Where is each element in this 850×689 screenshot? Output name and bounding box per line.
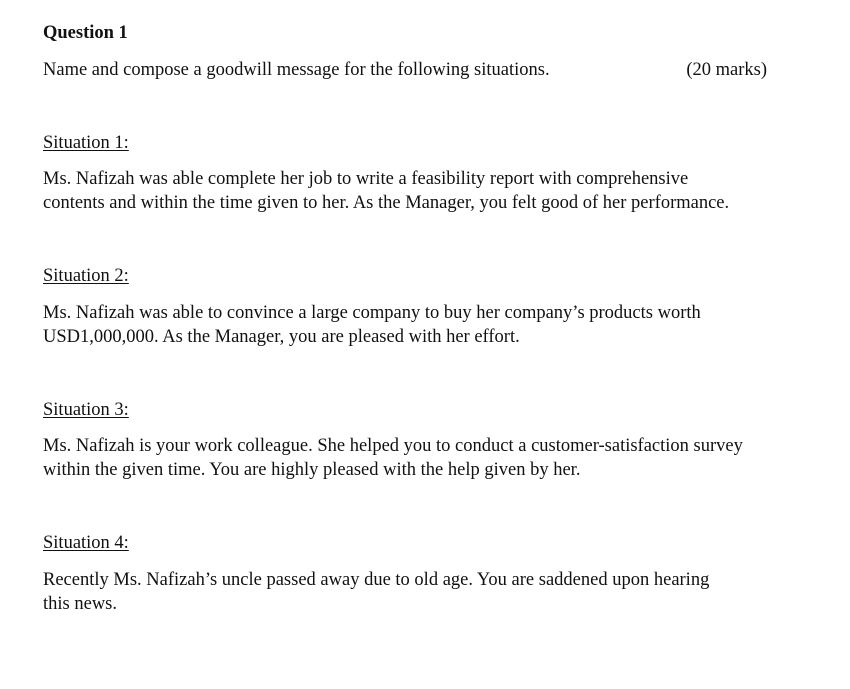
situation-2-line-1: Ms. Nafizah was able to convince a large company to buy her company’s products worth — [43, 303, 701, 323]
marks-label: (20 marks) — [686, 60, 767, 80]
instruction-text: Name and compose a goodwill message for the following situations. — [43, 60, 550, 80]
situation-4-line-1: Recently Ms. Nafizah’s uncle passed away due to old age. You are saddened upon hearing — [43, 570, 710, 590]
situation-3-line-1: Ms. Nafizah is your work colleague. She helped you to conduct a customer-satisfaction survey — [43, 436, 743, 456]
situation-1-line-1: Ms. Nafizah was able complete her job to write a feasibility report with comprehensive — [43, 169, 689, 189]
situation-1-body — [43, 167, 783, 215]
question-instruction-row — [43, 58, 767, 82]
situation-2-heading: Situation 2: — [43, 266, 129, 286]
situation-1-heading: Situation 1: — [43, 133, 129, 153]
situation-3-heading: Situation 3: — [43, 400, 129, 420]
situation-2-body — [43, 301, 783, 349]
situation-2-line-2: USD1,000,000. As the Manager, you are pleased with her effort. — [43, 327, 520, 347]
question-title: Question 1 — [43, 23, 128, 43]
situation-3-body — [43, 434, 783, 482]
situation-1-line-2: contents and within the time given to her. As the Manager, you felt good of her performance. — [43, 193, 730, 213]
situation-4-line-2: this news. — [43, 594, 117, 614]
situation-3-line-2: within the given time. You are highly pleased with the help given by her. — [43, 460, 581, 480]
situation-4-heading: Situation 4: — [43, 533, 129, 553]
situation-4-body — [43, 568, 783, 616]
